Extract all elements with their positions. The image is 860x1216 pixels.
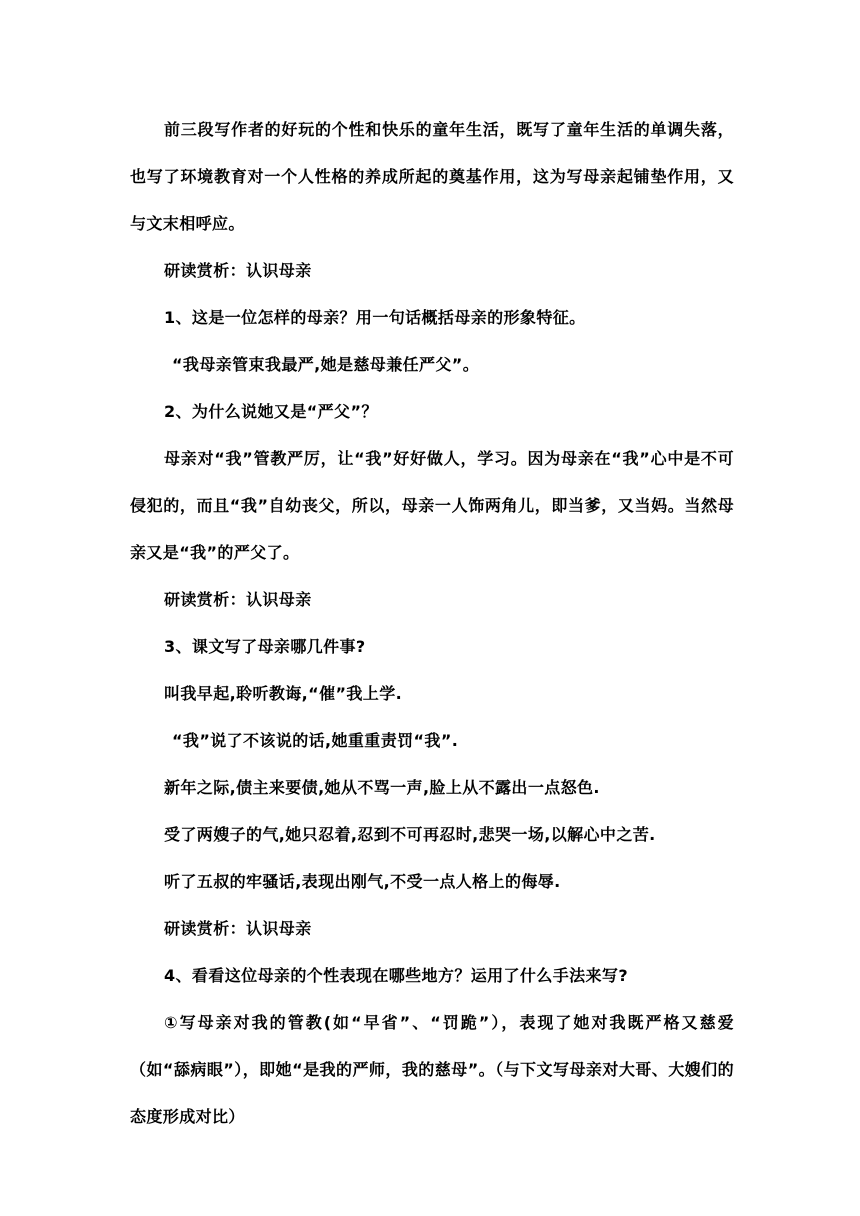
event-item: “我”说了不该说的话,她重重责罚“我”. (172, 731, 459, 750)
question-4: 4、看看这位母亲的个性表现在哪些地方？运用了什么手法来写? (164, 966, 629, 985)
event-item: 新年之际,债主来要债,她从不骂一声,脸上从不露出一点怒色. (164, 778, 600, 797)
document-body (130, 106, 734, 1140)
answer-2: 母亲对“我”管教严厉，让“我”好好做人，学习。因为母亲在“我”心中是不可侵犯的，而且“我”自幼丧父，所以，母亲一人饰两角儿，即当爹，又当妈。当然母亲又是“我”的严父了。 (130, 449, 734, 562)
question-1: 1、这是一位怎样的母亲？用一句话概括母亲的形象特征。 (164, 308, 586, 327)
event-item: 受了两嫂子的气,她只忍着,忍到不可再忍时,悲哭一场,以解心中之苦. (164, 825, 656, 844)
section-heading: 研读赏析：认识母亲 (164, 261, 312, 280)
question-3: 3、课文写了母亲哪几件事? (164, 637, 366, 656)
event-item: 叫我早起,聆听教诲,“催”我上学. (164, 684, 403, 703)
question-2: 2、为什么说她又是“严父”？ (164, 402, 378, 421)
section-heading: 研读赏析：认识母亲 (164, 590, 312, 609)
event-item: 听了五叔的牢骚话,表现出刚气,不受一点人格上的侮辱. (164, 872, 561, 891)
answer-1-quote: “我母亲管束我最严,她是慈母兼任严父”。 (172, 355, 480, 374)
paragraph-intro: 前三段写作者的好玩的个性和快乐的童年生活，既写了童年生活的单调失落，也写了环境教育对一个人性格的养成所起的奠基作用，这为写母亲起铺垫作用，又与文末相呼应。 (130, 120, 734, 233)
section-heading: 研读赏析：认识母亲 (164, 919, 312, 938)
answer-4: ①写母亲对我的管教(如“早省”、“罚跪”），表现了她对我既严格又慈爱（如“舔病眼”），即她“是我的严师，我的慈母”。（与下文写母亲对大哥、大嫂们的态度形成对比） (130, 1013, 734, 1126)
